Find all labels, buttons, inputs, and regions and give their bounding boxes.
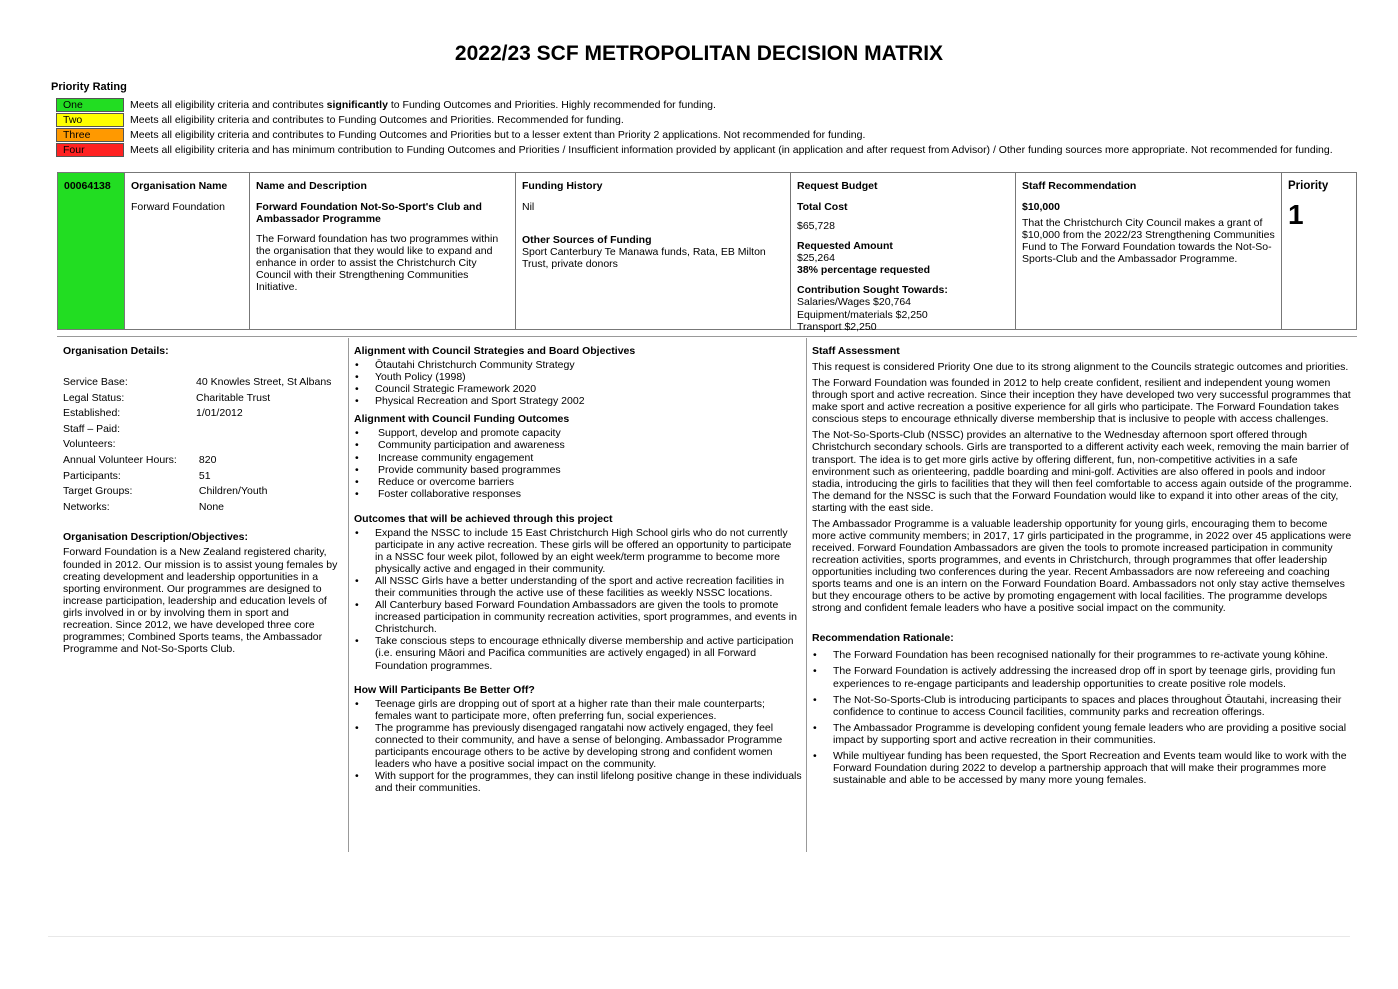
rationale-item: • The Not-So-Sports-Club is introducing participants to spaces and places throughout Ōtautahi, increasing their confidence to continue to access Council facilities, community parks and recreation offerings. <box>812 694 1352 718</box>
strategy-item: • Ōtautahi Christchurch Community Strategy <box>354 359 802 371</box>
priority-rating-legend <box>56 97 1366 158</box>
org-detail-row <box>63 438 343 454</box>
contribution-label: Contribution Sought Towards: <box>797 284 948 297</box>
requested-amount-value: $25,264 <box>797 252 835 265</box>
org-detail-label: Target Groups: <box>63 485 133 498</box>
funding-outcome-item: • Increase community engagement <box>354 452 802 464</box>
priority-description: Meets all eligibility criteria and contributes to Funding Outcomes and Priorities but to a lesser extent than Priority 2 applications. Not recommended for funding. <box>130 128 866 141</box>
priority-description: Meets all eligibility criteria and has minimum contribution to Funding Outcomes and Priorities / Insufficient information provided by applicant (in application and after request from Advisor) / Other funding sources more appropriate. Not recommended for funding. <box>130 144 1333 157</box>
funding-outcome-item: • Reduce or overcome barriers <box>354 476 802 488</box>
staff-recommendation-cell <box>1016 173 1282 329</box>
page-title: 2022/23 SCF METROPOLITAN DECISION MATRIX <box>454 42 944 65</box>
funding-outcomes-list <box>354 427 802 499</box>
org-detail-value: Charitable Trust <box>196 391 271 404</box>
requested-amount-label: Requested Amount <box>797 240 893 253</box>
priority-rating-row <box>56 127 1366 142</box>
other-sources-value: Sport Canterbury Te Manawa funds, Rata, EB Milton Trust, private donors <box>522 246 766 271</box>
priority-swatch: Two <box>56 113 124 127</box>
org-detail-label: Legal Status: <box>63 391 125 404</box>
staff-recommendation-amount: $10,000 <box>1022 201 1060 214</box>
total-cost-value: $65,728 <box>797 220 835 233</box>
org-detail-value: 51 <box>196 469 211 482</box>
contribution-item: Salaries/Wages $20,764 <box>797 296 912 309</box>
org-detail-value: 40 Knowles Street, St Albans <box>196 376 332 389</box>
priority-rating-row <box>56 112 1366 127</box>
strategy-item: • Physical Recreation and Sport Strategy 2002 <box>354 395 802 407</box>
rationale-list <box>812 649 1352 786</box>
alignment-section <box>354 343 802 794</box>
staff-recommendation-header: Staff Recommendation <box>1022 180 1137 192</box>
org-detail-label: Networks: <box>63 500 110 513</box>
assessment-paragraph: The Forward Foundation was founded in 2012 to help create confident, resilient and independent young women through sport and active recreation. Since their inception they have developed two very successful programmes that make sport and active recreation a positive experience for all girls who participate. The Forward Foundation takes conscious steps to encourage ethnically diverse membership that is inclusive to people with access challenges. <box>812 377 1351 426</box>
org-name-header: Organisation Name <box>131 180 228 192</box>
request-budget-header: Request Budget <box>797 180 878 192</box>
rationale-item: • While multiyear funding has been requested, the Sport Recreation and Events team would like to work with the Forward Foundation during 2022 to develop a partnership approach that will make their programmes more sustainable and able to be accessed by many more young females. <box>812 750 1352 786</box>
project-description: The Forward foundation has two programmes within the organisation that they would like to expand and enhance in order to assist the Christchurch City Council with their Strengthening Communities Initiative. <box>256 233 499 294</box>
priority-rating-label: Priority Rating <box>51 81 127 93</box>
priority-swatch: One <box>56 98 124 112</box>
funding-outcomes-header: Alignment with Council Funding Outcomes <box>354 413 570 426</box>
org-detail-row <box>63 423 343 439</box>
strategies-list <box>354 359 802 407</box>
org-detail-label: Annual Volunteer Hours: <box>63 454 177 467</box>
assessment-paragraph: This request is considered Priority One due to its strong alignment to the Councils strategic outcomes and priorities. <box>812 361 1349 374</box>
org-detail-label: Service Base: <box>63 376 128 389</box>
priority-description: Meets all eligibility criteria and contributes significantly to Funding Outcomes and Priorities. Highly recommended for funding. <box>130 98 716 111</box>
org-detail-value: None <box>196 500 225 513</box>
organisation-details-section <box>63 343 343 655</box>
org-detail-row <box>63 501 343 517</box>
assessment-paragraph: The Ambassador Programme is a valuable leadership opportunity for young girls, encouraging them to become more active community members; in 2017, 17 girls participated in the programme, in 2022 over 45 applications were received. Forward Foundation Ambassadors are given the tools to promote increased participation in community recreation activities, sports programmes, and events in Christchurch, through programmes that offer leadership opportunities including two conferences during the year. Recent Ambassadors are now refereeing and coaching sports teams and one is an intern on the Forward Foundation Board. Ambassadors not only stay active themselves but they encourage others to be active by promoting engagement with local facilities. The programme develops strong and confident female leaders who have a positive social impact on the community. <box>812 517 1352 615</box>
project-outcome-item: • All Canterbury based Forward Foundation Ambassadors are given the tools to promote increased participation in community recreation activities, sport programmes, and events in Christchurch. <box>354 599 802 635</box>
priority-description: Meets all eligibility criteria and contributes to Funding Outcomes and Priorities. Recommended for funding. <box>130 113 624 126</box>
other-sources-header: Other Sources of Funding <box>522 234 652 247</box>
org-detail-value: 820 <box>196 454 217 467</box>
org-detail-row <box>63 392 343 408</box>
better-off-item: • Teenage girls are dropping out of sport at a higher rate than their male counterparts; females want to participate more, often preferring fun, social experiences. <box>354 698 802 722</box>
request-budget-cell <box>791 173 1016 333</box>
org-description-header: Organisation Description/Objectives: <box>63 531 248 544</box>
total-cost-label: Total Cost <box>797 201 848 214</box>
priority-value: 1 <box>1288 199 1304 231</box>
rationale-item: • The Ambassador Programme is developing confident young female leaders who are providing a positive social impact by supporting sport and active recreation in their communities. <box>812 722 1352 746</box>
project-outcome-item: • Take conscious steps to encourage ethnically diverse membership and active participation (i.e. ensuring Māori and Pacifica communities are actively engaged) in all Forward Foundation programmes. <box>354 635 802 671</box>
project-outcomes-list <box>354 527 802 672</box>
org-detail-value: 1/01/2012 <box>196 407 243 420</box>
funding-history-value: Nil <box>522 201 535 214</box>
org-description: Forward Foundation is a New Zealand registered charity, founded in 2012. Our mission is to assist young females by creating development and leadership opportunities in a sporting environment. Our programmes are designed to increase participation, leadership and education levels of girls involved in or by involving them in sport and recreation. Since 2012, we have developed three core programmes; Combined Sports teams, the Ambassador Programme and Not-So-Sports Club. <box>63 546 338 655</box>
project-outcome-item: • All NSSC Girls have a better understanding of the sport and active recreation facilities in their communities through the active use of these facilities as weekly NSSC locations. <box>354 575 802 599</box>
organisation-name-cell <box>125 173 250 329</box>
strategy-item: • Council Strategic Framework 2020 <box>354 383 802 395</box>
name-description-cell <box>250 173 516 329</box>
strategies-header: Alignment with Council Strategies and Board Objectives <box>354 345 636 357</box>
org-detail-row <box>63 376 343 392</box>
contribution-item: Equipment/materials $2,250 <box>797 308 928 321</box>
staff-assessment-header: Staff Assessment <box>812 345 900 357</box>
footer-rule <box>48 936 1350 937</box>
funding-history-cell <box>516 173 791 329</box>
priority-swatch: Four <box>56 143 124 157</box>
funding-outcome-item: • Foster collaborative responses <box>354 488 802 500</box>
org-detail-row <box>63 470 343 486</box>
application-id: 00064138 <box>58 173 125 329</box>
org-detail-value: Children/Youth <box>196 485 268 498</box>
better-off-item: • With support for the programmes, they can instil lifelong positive change in these individuals and their communities. <box>354 770 802 794</box>
project-outcome-item: • Expand the NSSC to include 15 East Christchurch High School girls who do not currently participate in any active recreation. These girls will be offered an opportunity to participate in a NSSC four week pilot, followed by an eight week/term programme to become more physically active and engaged in their community. <box>354 527 802 575</box>
org-details-list <box>63 376 343 516</box>
name-description-header: Name and Description <box>256 180 367 192</box>
staff-recommendation-text: That the Christchurch City Council makes a grant of $10,000 from the 2022/23 Strengthening Communities Fund to The Forward Foundation towards the Not-So-Sports-Club and the Ambassador Programme. <box>1022 217 1275 266</box>
org-detail-row <box>63 485 343 501</box>
priority-rating-row <box>56 97 1366 112</box>
staff-assessment-paragraphs <box>812 361 1352 614</box>
funding-outcome-item: • Provide community based programmes <box>354 464 802 476</box>
better-off-header: How Will Participants Be Better Off? <box>354 683 535 696</box>
project-outcomes-header: Outcomes that will be achieved through this project <box>354 512 613 525</box>
percentage-requested: 38% percentage requested <box>797 264 931 277</box>
funding-outcome-item: • Support, develop and promote capacity <box>354 427 802 439</box>
funding-outcome-item: • Community participation and awareness <box>354 439 802 451</box>
column-divider <box>806 338 807 852</box>
org-detail-label: Volunteers: <box>63 438 116 451</box>
rationale-item: • The Forward Foundation is actively addressing the increased drop off in sport by teenage girls, providing fun experiences to re-engage participants and leadership opportunities to create positive role models. <box>812 665 1352 689</box>
priority-swatch: Three <box>56 128 124 142</box>
better-off-item: • The programme has previously disengaged rangatahi now actively engaged, they feel connected to their community, and have a sense of belonging. Ambassador Programme participants encourage others to be active by developing strong and confident women leaders who have a positive social impact on the community. <box>354 722 802 770</box>
org-detail-label: Participants: <box>63 469 121 482</box>
strategy-item: • Youth Policy (1998) <box>354 371 802 383</box>
org-detail-row <box>63 454 343 470</box>
priority-header: Priority <box>1288 180 1329 192</box>
org-details-header: Organisation Details: <box>63 345 169 357</box>
org-detail-row <box>63 407 343 423</box>
better-off-list <box>354 698 802 795</box>
project-title: Forward Foundation Not-So-Sport's Club and Ambassador Programme <box>256 201 482 226</box>
funding-history-header: Funding History <box>522 180 603 192</box>
assessment-paragraph: The Not-So-Sports-Club (NSSC) provides an alternative to the Wednesday afternoon sport offered through Christchurch secondary schools. Girls are transported to a different activity each week, removing the main barrier of transport. The idea is to get more girls active by offering different, fun, non-competitive activities in a safe environment such as orienteering, paddle boarding and mini-golf. Activities are also offered in pools and indoor stadia, introducing the girls to facilities that they will then feel comfortable to access again outside of the programme. The demand for the NSSC is such that the Forward Foundation would like to expand it into other areas of the city, starting with the east side. <box>812 429 1352 514</box>
org-detail-label: Established: <box>63 407 121 420</box>
staff-assessment-section <box>812 343 1352 790</box>
rationale-header: Recommendation Rationale: <box>812 632 954 645</box>
contribution-item: Transport $2,250 <box>797 320 877 333</box>
org-name: Forward Foundation <box>131 201 225 214</box>
column-divider <box>348 338 349 852</box>
org-detail-label: Staff – Paid: <box>63 422 121 435</box>
priority-cell <box>1282 173 1356 329</box>
rationale-item: • The Forward Foundation has been recognised nationally for their programmes to re-activate young kōhine. <box>812 649 1352 661</box>
decision-matrix-table <box>57 172 1357 333</box>
divider <box>57 336 1357 337</box>
priority-rating-row <box>56 143 1366 158</box>
